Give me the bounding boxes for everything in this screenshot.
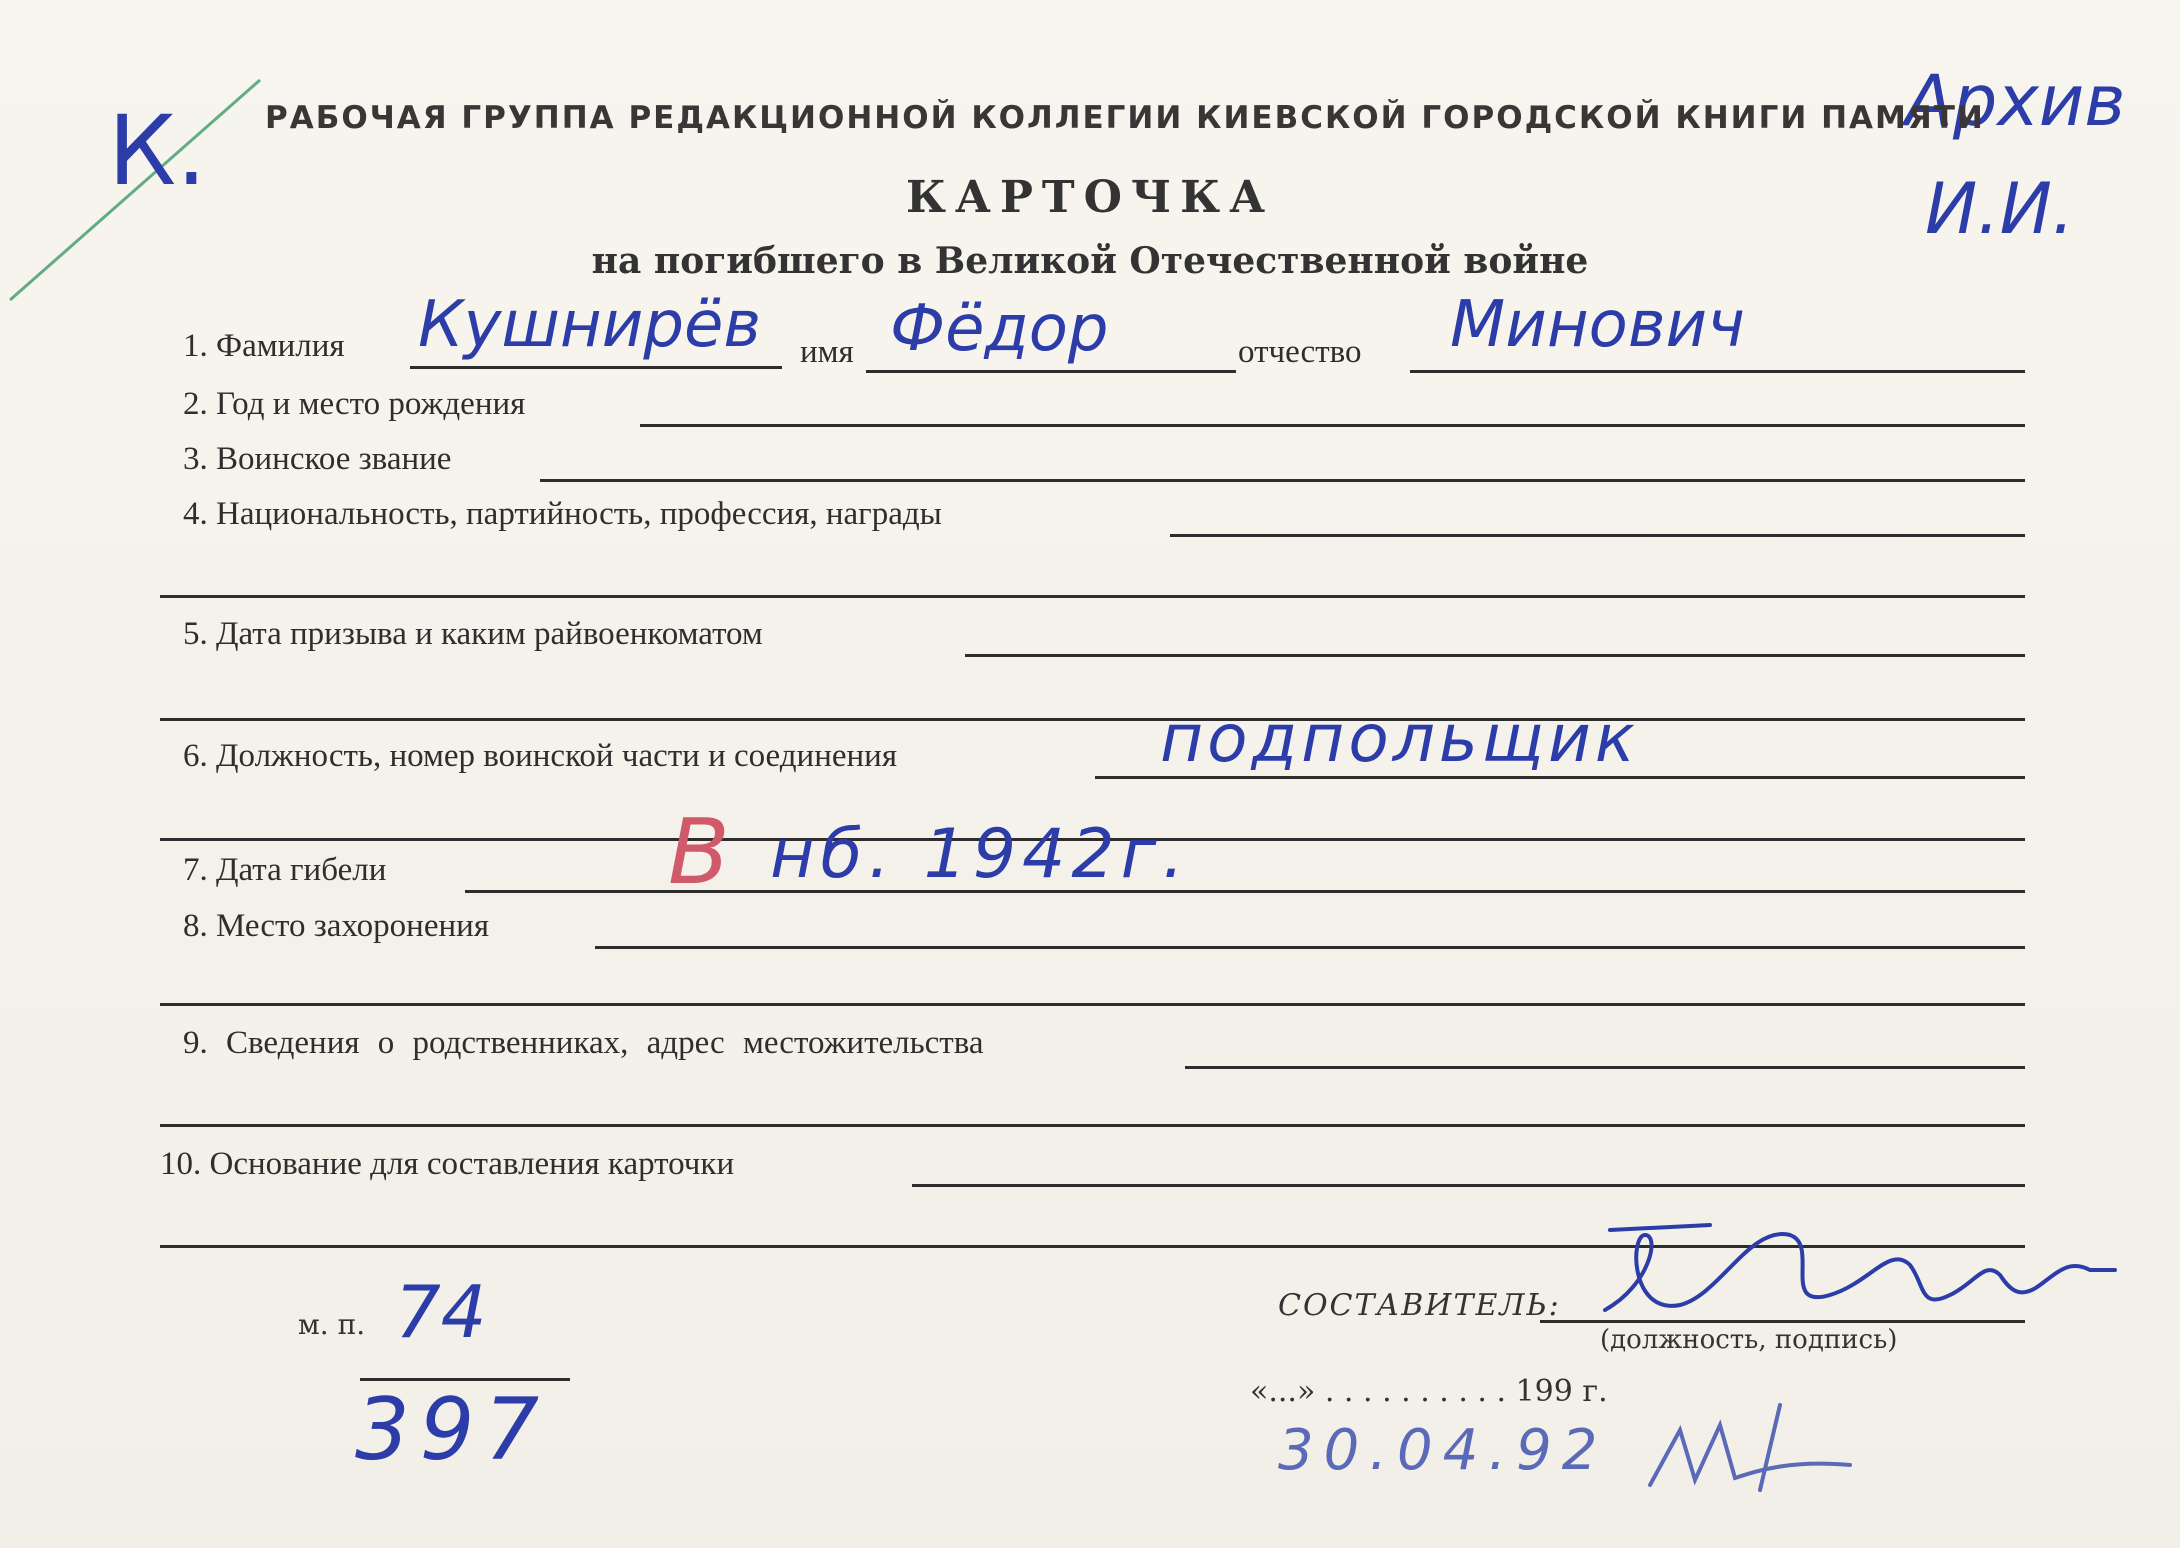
field-8-label: 8. Место захоронения [183,908,489,944]
margin-note-archive: Архив [1905,60,2126,142]
field-9-line-2 [160,1124,2025,1127]
field-9-line [1185,1066,2025,1069]
field-4-line [1170,534,2025,537]
field-1-patronymic-label: отчество [1238,334,1362,370]
card-subtitle: на погибшего в Великой Отечественной войне [591,240,1589,282]
field-3-label: 3. Воинское звание [183,441,452,477]
compiler-caption: (должность, подпись) [1600,1325,1898,1355]
compiler-label: СОСТАВИТЕЛЬ: [1278,1288,1561,1323]
field-1-surname-line [410,366,782,369]
margin-note-k: К. [108,95,207,207]
field-5-line-2 [160,718,2025,721]
field-5-label: 5. Дата призыва и каким райвоенкоматом [183,616,763,652]
field-1-patronymic-line [1410,370,2025,373]
card-title: КАРТОЧКА [905,172,1275,223]
field-4-label: 4. Национальность, партийность, профессия, награды [183,496,942,532]
handwritten-date: 30.04.92 [1278,1418,1608,1483]
field-2-line [640,424,2025,427]
field-3-line [540,479,2025,482]
field-1-surname-value: Кушнирёв [418,288,762,362]
field-10-line [912,1184,2025,1187]
field-1-name-line [866,370,1236,373]
date-template: «...» . . . . . . . . . . 199 г. [1250,1374,1608,1409]
field-8-line [595,946,2025,949]
field-7-red-mark: В [668,800,730,905]
date-initials-mark [1640,1390,1870,1500]
field-8-line-2 [160,1003,2025,1006]
field-1-name-label: имя [800,334,854,370]
field-9-label: 9. Сведения о родственниках, адрес местожительства [183,1025,984,1061]
field-5-line [965,654,2025,657]
field-1-label: 1. Фамилия [183,328,345,364]
stamp-number-bottom: 397 [355,1380,550,1480]
field-4-line-2 [160,595,2025,598]
field-10-label: 10. Основание для составления карточки [160,1146,735,1182]
stamp-number-top: 74 [395,1270,487,1354]
field-6-value: подпольщик [1160,700,1639,777]
field-6-label: 6. Должность, номер воинской части и соединения [183,738,897,774]
field-2-label: 2. Год и место рождения [183,386,526,422]
field-1-name-value: Фёдор [890,292,1109,366]
field-7-label: 7. Дата гибели [183,852,387,888]
field-1-patronymic-value: Минович [1450,288,1745,362]
margin-note-initials: И.И. [1925,168,2075,250]
stamp-place-label: м. п. [298,1308,366,1341]
field-7-value: нб. 1942г. [770,815,1191,894]
organization-header: РАБОЧАЯ ГРУППА РЕДАКЦИОННОЙ КОЛЛЕГИИ КИЕВСКОЙ ГОРОДСКОЙ КНИГИ ПАМЯТИ [265,100,1985,136]
